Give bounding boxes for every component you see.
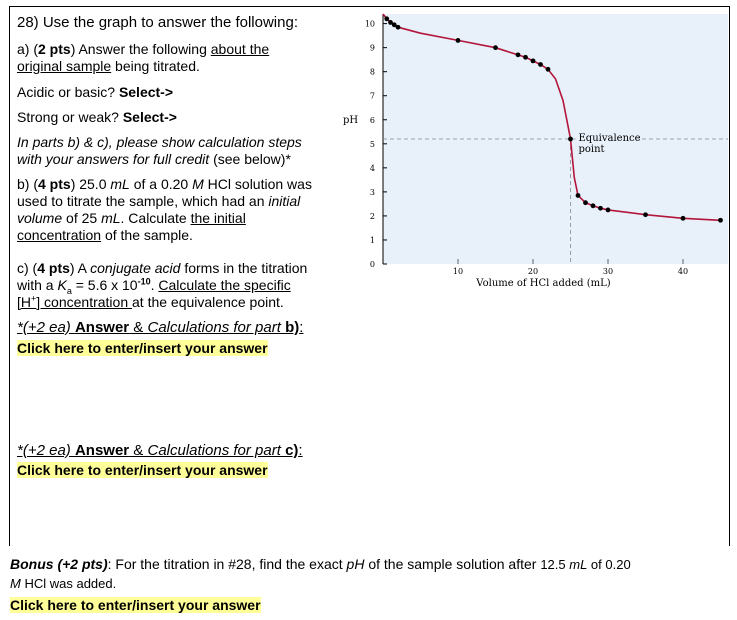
acidic-select[interactable]: Select->	[118, 84, 174, 100]
data-point	[643, 212, 648, 217]
data-point	[384, 16, 389, 21]
data-point	[546, 67, 551, 72]
y-tick-label: 0	[369, 260, 375, 269]
acidic-row: Acidic or basic? Select->	[17, 84, 174, 100]
part-b-line4: concentration of the sample.	[17, 227, 193, 243]
question-title: 28) Use the graph to answer the following:	[17, 14, 298, 31]
data-point	[396, 25, 401, 30]
part-c-line3: [H+] concentration at the equivalence point.	[17, 293, 284, 310]
x-tick-label: 10	[452, 267, 464, 276]
y-tick-label: 1	[369, 235, 375, 245]
data-point	[718, 218, 723, 223]
part-c-line1: c) (4 pts) A conjugate acid forms in the titration	[17, 260, 308, 276]
y-tick-label: 2	[369, 211, 375, 221]
data-point	[531, 58, 536, 63]
answer-b-heading: *(+2 ea) Answer & Calculations for part b):	[17, 319, 304, 336]
part-c-line2: with a $K_a = 5.6$ x $10^{-10}$. Calculate the specific	[17, 276, 291, 296]
x-tick-label: 20	[527, 267, 539, 276]
data-point	[538, 62, 543, 67]
part-b-line2: used to titrate the sample, which had an initial	[17, 193, 301, 209]
data-point	[576, 193, 581, 198]
part-b-line1: b) (4 pts) 25.0 mL of a 0.20 M HCl solution was	[17, 176, 312, 192]
x-tick-label: 40	[677, 267, 689, 276]
answer-b-input[interactable]: Click here to enter/insert your answer	[17, 340, 268, 356]
part-a-line2: original sample being titrated.	[17, 58, 200, 74]
y-tick-label: 9	[369, 43, 375, 53]
data-point	[681, 216, 686, 221]
titration-chart	[338, 8, 730, 298]
data-point	[568, 137, 573, 142]
data-point	[516, 52, 521, 57]
answer-c-heading: *(+2 ea) Answer & Calculations for part c):	[17, 442, 303, 459]
x-tick-label: 30	[602, 267, 614, 276]
y-tick-label: 5	[369, 139, 375, 149]
data-point	[493, 45, 498, 50]
y-tick-label: 7	[369, 91, 375, 101]
y-tick-label: 6	[369, 115, 375, 125]
y-tick-label: 8	[369, 67, 375, 77]
y-axis-label: pH	[343, 114, 359, 126]
bonus-section	[10, 555, 730, 615]
part-b-line3: volume of 25 mL. Calculate the initial	[17, 210, 246, 226]
y-tick-label: 10	[364, 19, 375, 29]
data-point	[591, 203, 596, 208]
data-point	[456, 38, 461, 43]
strong-select[interactable]: Select->	[122, 109, 177, 125]
y-tick-label: 4	[369, 163, 375, 173]
strong-row: Strong or weak? Select->	[17, 109, 177, 125]
data-point	[606, 208, 611, 213]
data-point	[583, 200, 588, 205]
bonus-line1: Bonus (+2 pts): For the titration in #28, find the exact pH of the sample solution after 12.5 mL of 0.20	[10, 556, 631, 572]
bonus-answer-input[interactable]: Click here to enter/insert your answer	[10, 597, 261, 613]
bonus-line2: M HCl was added.	[10, 576, 117, 591]
answer-c-input[interactable]: Click here to enter/insert your answer	[17, 462, 268, 478]
equivalence-label-point: point	[578, 144, 605, 155]
x-axis-label: Volume of HCl added (mL)	[476, 278, 611, 289]
equivalence-label: Equivalence	[578, 133, 641, 144]
instructions-line2: with your answers for full credit (see below)*	[17, 151, 291, 167]
data-point	[523, 55, 528, 60]
y-tick-label: 3	[369, 187, 375, 197]
part-a-line1: a) (2 pts) Answer the following about the	[17, 41, 270, 57]
data-point	[598, 206, 603, 211]
instructions-line1: In parts b) & c), please show calculation steps	[17, 134, 302, 150]
